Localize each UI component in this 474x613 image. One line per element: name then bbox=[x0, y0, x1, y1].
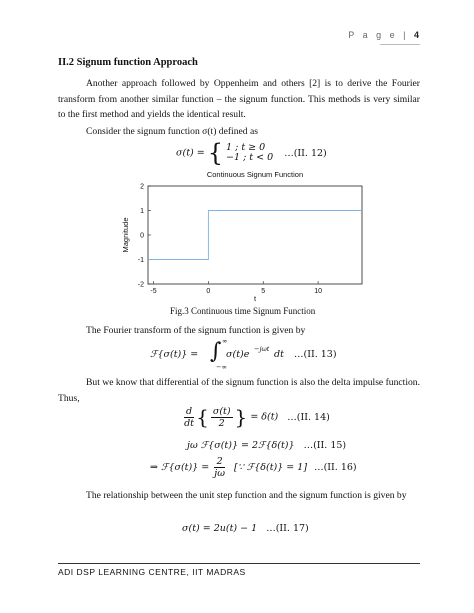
eq13-integrand: σ(t)e bbox=[226, 349, 250, 360]
eq17-tag: …(II. 17) bbox=[266, 523, 309, 534]
equation-12: σ(t) = { 1 ; t ≥ 0 −1 ; t < 0 …(II. 12) bbox=[176, 139, 327, 167]
integral-sign: ∫ bbox=[210, 339, 222, 364]
eq14-num: σ(t) bbox=[212, 405, 231, 417]
chart-title: Continuous Signum Function bbox=[206, 170, 304, 179]
paragraph-2: Consider the signum function σ(t) defined as bbox=[86, 126, 258, 137]
x-tick-label: 5 bbox=[261, 288, 266, 295]
page-number: 4 bbox=[413, 30, 419, 40]
section-title: II.2 Signum function Approach bbox=[58, 57, 198, 68]
eq17-body: σ(t) = 2u(t) − 1 bbox=[182, 523, 258, 534]
paragraph-3: The Fourier transform of the signum function is given by bbox=[86, 325, 306, 336]
eq14-rhs: = δ(t) bbox=[250, 411, 279, 423]
eq14-tag: …(II. 14) bbox=[287, 411, 330, 423]
equation-17 bbox=[182, 523, 309, 534]
eq16-tag: …(II. 16) bbox=[314, 462, 357, 473]
y-tick-label: 2 bbox=[140, 183, 144, 191]
eq13-exponent: −jωt bbox=[254, 345, 270, 353]
equation-14: $\frac{d}{dt}$ { $\frac{\sigma(t)}{2}$ } = δ(t) …(II. 14) bbox=[184, 405, 330, 429]
eq14-dt: dt bbox=[184, 417, 194, 429]
eq12-row1: 1 ; t ≥ 0 bbox=[226, 142, 266, 153]
eq16-note: [∵ ℱ{δ(t)} = 1] bbox=[234, 462, 308, 473]
eq15-body: jω ℱ{σ(t)} = 2ℱ{δ(t)} bbox=[187, 440, 295, 451]
page-header bbox=[348, 30, 419, 40]
eq16-den: jω bbox=[214, 468, 225, 479]
plot-frame bbox=[148, 186, 362, 284]
eq13-tag: …(II. 13) bbox=[294, 349, 337, 360]
eq13-upper: ∞ bbox=[222, 337, 228, 345]
eq16-lhs: ⇒ ℱ{σ(t)} = bbox=[150, 462, 210, 473]
eq12-tag: …(II. 12) bbox=[284, 147, 327, 159]
eq16-num: 2 bbox=[214, 456, 225, 468]
y-tick-label: -2 bbox=[137, 281, 144, 289]
page-footer: ADI DSP LEARNING CENTRE, IIT MADRAS bbox=[58, 567, 246, 577]
y-tick-label: 0 bbox=[140, 232, 144, 240]
paragraph-1: Another approach followed by Oppenheim and others [2] is to derive the Fourier transform from another similar function – the signum function. This methods is very similar to the first method and yields the identical result. bbox=[58, 78, 420, 120]
equation-15 bbox=[187, 440, 346, 451]
footer-divider bbox=[58, 563, 420, 564]
y-tick-label: -1 bbox=[137, 257, 144, 264]
x-axis-label: t bbox=[253, 294, 257, 303]
paragraph-5: The relationship between the unit step function and the signum function is given by bbox=[86, 490, 407, 501]
x-tick-label: 0 bbox=[206, 288, 211, 295]
paragraph-4: But we know that differential of the signum function is also the delta impulse function. Thus, bbox=[58, 377, 420, 404]
eq14-den: 2 bbox=[218, 417, 225, 429]
eq12-lhs: σ(t) = bbox=[176, 147, 205, 159]
eq15-tag: …(II. 15) bbox=[303, 440, 347, 451]
eq12-row2: −1 ; t < 0 bbox=[226, 152, 274, 163]
eq14-d: d bbox=[186, 405, 193, 417]
figure-caption: Fig.3 Continuous time Signum Function bbox=[170, 306, 316, 316]
eq13-lower: −∞ bbox=[216, 363, 227, 371]
x-tick-label: 10 bbox=[314, 288, 323, 295]
signum-chart bbox=[118, 168, 370, 310]
y-tick-label: 1 bbox=[140, 208, 144, 215]
equation-16 bbox=[150, 456, 357, 479]
page-label: P a g e | bbox=[348, 30, 409, 40]
eq13-dt: dt bbox=[274, 349, 284, 360]
header-divider bbox=[380, 44, 420, 45]
y-axis-label: Magnitude bbox=[121, 217, 130, 253]
eq13-lhs: ℱ{σ(t)} = bbox=[150, 349, 199, 360]
x-tick-label: -5 bbox=[150, 288, 157, 295]
